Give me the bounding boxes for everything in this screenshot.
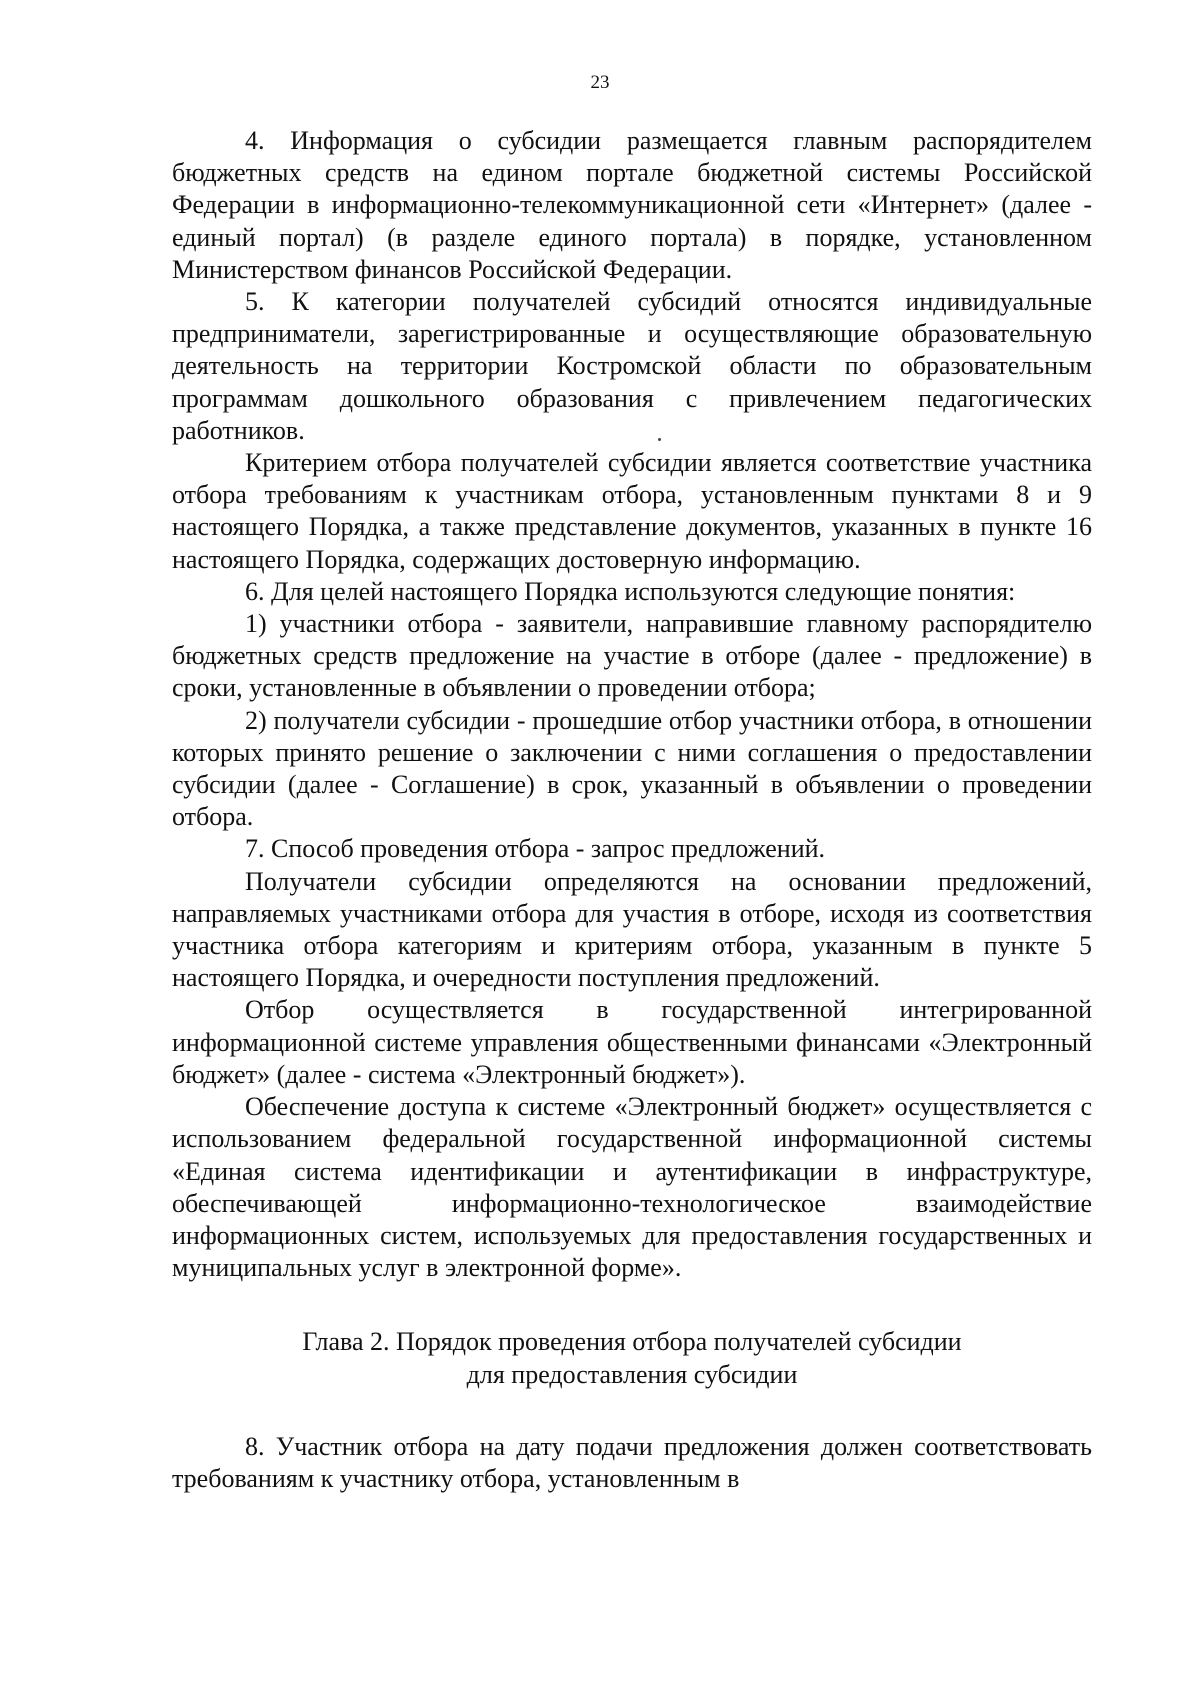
paragraph-7: 7. Способ проведения отбора - запрос предложений.	[245, 834, 826, 864]
paragraph-access: Обеспечение доступа к системе «Электронный бюджет» осуществляется с использованием федеральной государственной информационной системы «Единая система идентификации и аутентификации в инфраструктуре, обеспечивающей информационно-технологическое взаимодействие информационных систем, используемых для предоставления государственных и муниципальных услуг в электронной форме».	[172, 1092, 1092, 1283]
paragraph-recipients: Получатели субсидии определяются на основании предложений, направляемых участниками отбора для участия в отборе, исходя из соответствия участника отбора категориям и критериям отбора, указанным в пункте 5 настоящего Порядка, и очередности поступления предложений.	[172, 866, 1092, 993]
paragraph-5: 5. К категории получателей субсидий относятся индивидуальные предприниматели, зарегистрированные и осуществляющие образовательную деятельность на территории Костромской области по образовательным программам дошкольного образования с привлечением педагогических работников.	[172, 287, 1092, 445]
page-number: 23	[590, 72, 610, 93]
paragraph-4: 4. Информация о субсидии размещается главным распорядителем бюджетных средств на едином портале бюджетной системы Российской Федерации в информационно-телекоммуникационной сети «Интернет» (далее - единый портал) (в разделе единого портала) в порядке, установленном Министерством финансов Российской Федерации.	[172, 126, 1092, 284]
paragraph-6-item-2: 2) получатели субсидии - прошедшие отбор участники отбора, в отношении которых принято решение о заключении с ними соглашения о предоставлении субсидии (далее - Соглашение) в срок, указанный в объявлении о проведении отбора.	[172, 705, 1092, 832]
paragraph-6: 6. Для целей настоящего Порядка используются следующие понятия:	[245, 576, 1016, 606]
paragraph-6-item-1: 1) участники отбора - заявители, направившие главному распорядителю бюджетных средств предложение на участие в отборе (далее - предложение) в сроки, установленные в объявлении о проведении отбора;	[172, 609, 1092, 703]
chapter-heading-line-2: для предоставления субсидии	[466, 1359, 798, 1389]
paragraph-8: 8. Участник отбора на дату подачи предложения должен соответствовать требованиям к участнику отбора, установленным в	[172, 1431, 1092, 1493]
chapter-heading	[172, 1326, 1092, 1390]
paragraph-selection-system: Отбор осуществляется в государственной интегрированной информационной системе управления общественными финансами «Электронный бюджет» (далее - система «Электронный бюджет»).	[172, 995, 1092, 1089]
scan-speck	[658, 438, 661, 441]
document-body	[172, 125, 1092, 1495]
paragraph-criteria: Критерием отбора получателей субсидии является соответствие участника отбора требованиям к участникам отбора, установленным пунктами 8 и 9 настоящего Порядка, а также представление документов, указанных в пункте 16 настоящего Порядка, содержащих достоверную информацию.	[172, 448, 1092, 574]
chapter-heading-line-1: Глава 2. Порядок проведения отбора получателей субсидии	[302, 1327, 962, 1357]
